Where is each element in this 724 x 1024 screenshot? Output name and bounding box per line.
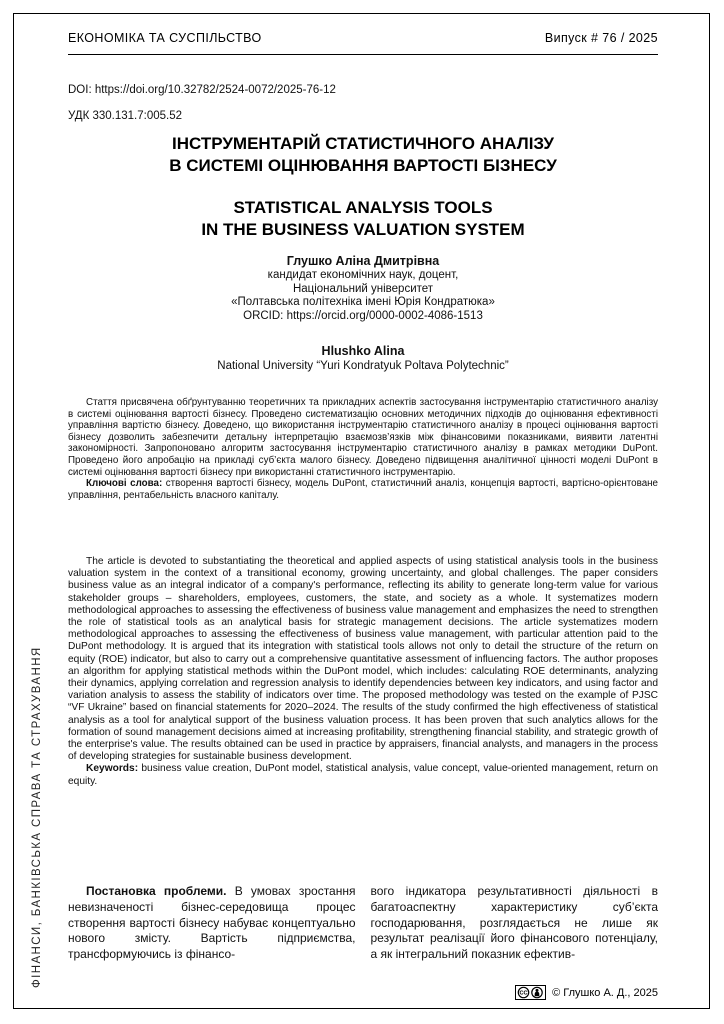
author-degree: кандидат економічних наук, доцент, xyxy=(267,269,459,281)
column-left-text: В умовах зростання невизначеності бізнес-середовища процес створення вартості бізнесу набуває концептуально нового змісту. Вартість підприємства, трансформуючись із фінансо- xyxy=(68,884,356,962)
author-name-en: Hlushko Alina xyxy=(321,344,405,358)
abstract-ua-keywords xyxy=(68,478,658,501)
title-en-line1: STATISTICAL ANALYSIS TOOLS xyxy=(233,198,493,217)
author-university-line1: Національний університет xyxy=(292,282,434,295)
body-column-right xyxy=(371,884,659,963)
column-right-text: вого індикатора результативності діяльності в багатоаспектну характеристику суб’єкта господарювання, розглядається не лише як результат реалізації його фінансового потенціалу, а як інтегральний показник ефектив- xyxy=(370,884,658,962)
author-name-ua: Глушко Аліна Дмитрівна xyxy=(286,254,440,268)
doi-link[interactable]: DOI: https://doi.org/10.32782/2524-0072/2025-76-12 xyxy=(68,84,336,96)
abstract-en-text: The article is devoted to substantiating the theoretical and applied aspects of using statistical analysis tools in the business valuation system in the context of a transitional economy, growing uncertainty, and global challenges. The paper considers business value as an integral indicator of a company's performance, reflecting its ability to generate long-term value for various stakeholder groups – shareholders, employees, customers, the state, and society as a whole. It systematizes modern methodological approaches to assessing the effectiveness of business value management and emphasizes the need to strengthen the role of statistical tools as an analytical basis for strategic management decisions. The article systematizes modern methodological approaches to assessing the effectiveness of business value management, with particular attention paid to the DuPont methodology. It is argued that its integration with statistical tools allows not only to detail the structure of the return on equity (ROE) indicator, but also to carry out a comprehensive quantitative assessment of influencing factors. The author proposes an algorithm for applying statistical methods within the DuPont model, which includes: calculating ROE determinants, analyzing their dynamics, applying correlation and regression analysis to identify dependencies between key indicators, and using factor and variation analysis to assess the stability of indicators over time. The proposed methodology was tested on the example of PJSC “VF Ukraine” based on financial statements for 2020–2024. The results of the study confirmed the high effectiveness of statistical analysis as a tool for analytical support of the business valuation process. It has been proven that such analytics allows for the formation of sound management decisions aimed at increasing profitability, strengthening financial stability, and strategic growth of the enterprise's value. The results obtained can be used in practice by appraisers, financial analysts, and managers in the process of developing strategies for sustainable business development. xyxy=(68,556,658,763)
title-ua-line1: ІНСТРУМЕНТАРІЙ СТАТИСТИЧНОГО АНАЛІЗУ xyxy=(171,134,555,153)
keywords-label-en: Keywords: xyxy=(86,763,139,775)
body-column-left xyxy=(68,884,356,963)
paragraph-lead-label: Постановка проблеми. xyxy=(86,884,227,898)
cc-by-license-icon[interactable] xyxy=(515,985,546,1000)
cc-letters: CC xyxy=(519,990,528,997)
keywords-text-en: business value creation, DuPont model, statistical analysis, value concept, value-oriented management, return on equity. xyxy=(68,763,658,787)
article-body-columns xyxy=(68,884,658,963)
udc-code: УДК 330.131.7:005.52 xyxy=(68,110,183,122)
author-block-ua xyxy=(68,254,658,323)
abstract-ua-text: Стаття присвячена обґрунтуванню теоретичних та прикладних аспектів застосування інструментарію статистичного аналізу в системі оцінювання вартості бізнесу. Проведено систематизацію основних методичних підходів до оцінювання ефективності управління вартістю бізнесу. Доведено, що використання інструментарію статистичного аналізу в процесі оцінювання вартості бізнесу дозволить забезпечити детальну інтерпретацію взаємозв’язків між фінансовими показниками, виявити латентні закономірності. Запропоновано алгоритм застосування інструментарію статистичного аналізу в рамках методики DuPont. Проведено його апробацію на прикладі суб’єкта малого бізнесу. Доведено підвищення аналітичної цінності моделі DuPont в системі оцінювання вартості бізнесу при використанні статистичного інструментарію. xyxy=(68,397,658,478)
author-affiliation-en: National University “Yuri Kondratyuk Poltava Polytechnic” xyxy=(217,360,509,372)
title-en-line2: IN THE BUSINESS VALUATION SYSTEM xyxy=(201,220,525,239)
footer xyxy=(515,985,658,1000)
paragraph-continuation xyxy=(371,884,659,963)
abstract-en-keywords xyxy=(68,763,658,787)
journal-name: ЕКОНОМІКА ТА СУСПІЛЬСТВО xyxy=(68,31,262,45)
issue-number: Випуск # 76 / 2025 xyxy=(544,31,658,45)
author-university-line2: «Полтавська політехніка імені Юрія Кондратюка» xyxy=(231,296,495,309)
author-orcid-link[interactable]: ORCID: https://orcid.org/0000-0002-4086-1513 xyxy=(243,309,483,322)
journal-header xyxy=(68,31,658,45)
title-ua-line2: В СИСТЕМІ ОЦІНЮВАННЯ ВАРТОСТІ БІЗНЕСУ xyxy=(169,156,557,175)
article-title-en xyxy=(68,197,658,241)
header-divider xyxy=(68,54,658,55)
abstract-en xyxy=(68,556,658,788)
section-label-vertical: ФІНАНСИ, БАНКІВСЬКА СПРАВА ТА СТРАХУВАННЯ xyxy=(31,646,43,988)
copyright-text: © Глушко А. Д., 2025 xyxy=(552,986,658,999)
article-title-ua xyxy=(68,133,658,177)
paragraph-problem-statement xyxy=(68,884,356,963)
keywords-label-ua: Ключові слова: xyxy=(86,478,163,490)
keywords-text-ua: створення вартості бізнесу, модель DuPont, статистичний аналіз, концепція вартості, вартісно-орієнтоване управління, рентабельність власного капіталу. xyxy=(68,478,659,501)
author-block-en xyxy=(68,344,658,373)
abstract-ua xyxy=(68,397,658,501)
